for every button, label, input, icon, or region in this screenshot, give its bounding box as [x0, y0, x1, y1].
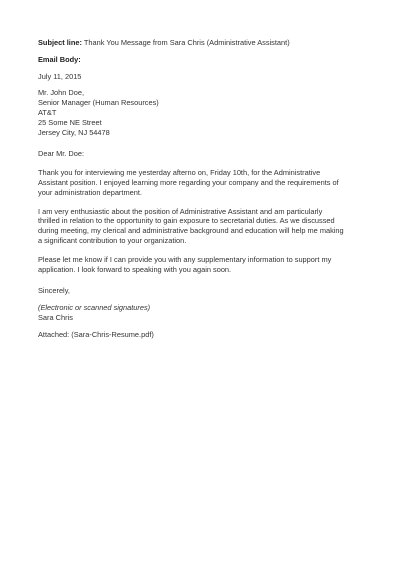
paragraph-line: application. I look forward to speaking with you again soon.	[38, 264, 232, 274]
subject-text: Thank You Message from Sara Chris (Administrative Assistant)	[83, 38, 290, 47]
recipient-name: Mr. John Doe,	[38, 88, 85, 98]
closing: Sincerely,	[38, 286, 70, 296]
recipient-city: Jersey City, NJ 54478	[38, 127, 110, 137]
paragraph-line: Please let me know if I can provide you with any supplementary information to support my	[38, 254, 332, 264]
email-body-label: Email Body:	[38, 54, 81, 64]
recipient-block	[38, 88, 378, 137]
paragraph-line: I am very enthusiastic about the position of Administrative Assistant and am particularly	[38, 206, 323, 216]
recipient-street: 25 Some NE Street	[38, 117, 102, 127]
paragraph-line: a significant contribution to your organization.	[38, 235, 187, 245]
subject-line	[38, 38, 378, 48]
subject-label: Subject line:	[38, 38, 82, 47]
paragraph-1	[38, 168, 378, 197]
signature-note: (Electronic or scanned signatures)	[38, 303, 151, 313]
salutation: Dear Mr. Doe:	[38, 149, 84, 159]
signer-name: Sara Chris	[38, 312, 73, 322]
letter-content	[38, 38, 378, 340]
paragraph-line: your administration department.	[38, 187, 142, 197]
paragraph-line: Assistant position. I enjoyed learning more regarding your company and the requirements of	[38, 177, 339, 187]
paragraph-line: during meeting, my clerical and administrative background and education will help me making	[38, 226, 344, 236]
paragraph-line: thrilled in relation to the opportunity to gain exposure to secretarial duties. As we discussed	[38, 216, 335, 226]
paragraph-2	[38, 207, 378, 246]
recipient-company: AT&T	[38, 107, 57, 117]
paragraph-3	[38, 255, 378, 275]
letter-date: July 11, 2015	[38, 71, 82, 81]
paragraph-line: Thank you for interviewing me yesterday afterno on, Friday 10th, for the Administrative	[38, 168, 321, 178]
attachment-line: Attached: (Sara-Chris-Resume.pdf)	[38, 329, 154, 339]
recipient-title: Senior Manager (Human Resources)	[38, 98, 159, 108]
